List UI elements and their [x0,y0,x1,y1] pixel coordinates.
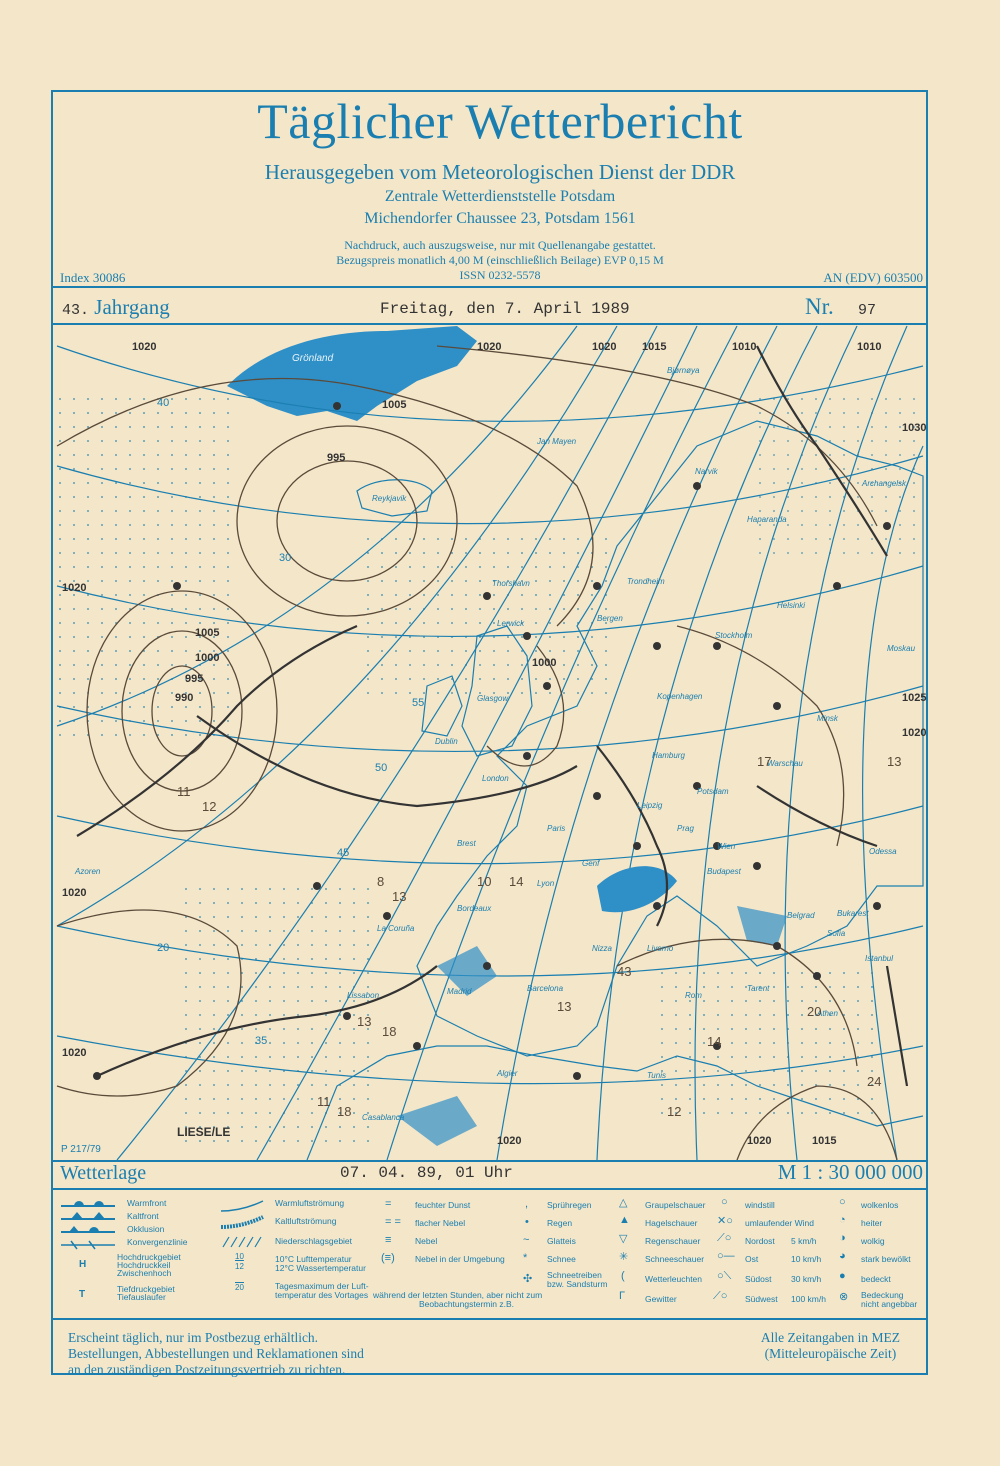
svg-text:20: 20 [807,1004,822,1019]
isobar-label: 1005 [382,399,407,411]
svg-text:35: 35 [255,1035,268,1047]
footer-line: Bestellungen, Abbestellungen und Reklamationen sind [68,1346,364,1361]
svg-text:12: 12 [667,1104,682,1119]
legend-item: flacher Nebel [415,1218,466,1228]
svg-text:Jan Mayen: Jan Mayen [537,437,577,446]
svg-text:13: 13 [887,754,902,769]
isobar-label: 1010 [732,341,757,353]
svg-text:43: 43 [617,964,632,979]
drifting-snow-icon: ✣ [523,1273,533,1285]
haze-icon: = [385,1198,392,1210]
svg-text:Madrid: Madrid [447,987,472,996]
svg-text:Genf: Genf [582,859,600,868]
svg-text:Wien: Wien [717,842,736,851]
isobar-label: 1025 [902,692,927,704]
svg-text:Narvik: Narvik [695,467,718,476]
an-edv-number: AN (EDV) 603500 [823,270,923,285]
divider [51,323,928,325]
svg-text:Kopenhagen: Kopenhagen [657,692,703,701]
legend-item: Bedeckung [861,1290,904,1300]
svg-text:Paris: Paris [547,824,566,833]
legend-item: Warmfront [127,1198,167,1208]
svg-text:H: H [79,1259,87,1270]
legend-item: Nordost [745,1236,775,1246]
wetterlage-label: Wetterlage [60,1162,147,1184]
legend-item: Hochdruckgebiet [117,1252,181,1262]
legend-item: temperatur des Vortages [275,1290,369,1300]
isobar-label: 1020 [62,887,87,899]
weather-map [57,326,927,1160]
legend-item: Sprühregen [547,1200,592,1210]
wind-southwest-icon: ⟋○ [713,1290,728,1302]
rain-shower-icon: ▽ [619,1233,628,1245]
svg-text:Azoren: Azoren [75,867,101,876]
jahrgang-number: 43. [62,302,90,319]
divider [51,1318,928,1320]
map-code: P 217/79 [61,1144,101,1155]
greenland-label: Grönland [292,353,334,364]
address: Michendorfer Chaussee 23, Potsdam 1561 [364,210,636,227]
svg-text:11: 11 [177,784,191,799]
svg-text:Thorshavn: Thorshavn [492,579,530,588]
wetterlage-datetime: 07. 04. 89, 01 Uhr [340,1164,513,1182]
legend-item: Kaltluftströmung [275,1216,337,1226]
lightning-icon: ( [621,1270,625,1282]
svg-text:14: 14 [509,874,524,889]
drizzle-icon: , [525,1198,529,1210]
svg-text:Helsinki: Helsinki [777,601,806,610]
legend-item: Hagelschauer [645,1218,698,1228]
snow-icon: * [523,1252,528,1264]
svg-text:Minsk: Minsk [817,714,838,723]
svg-text:Casablanca: Casablanca [362,1113,405,1122]
svg-text:Bordeaux: Bordeaux [457,904,492,913]
isobar-label: 1005 [195,627,220,639]
shallow-fog-icon: = = [385,1216,401,1228]
legend-item: wolkenlos [861,1200,899,1210]
cloudy-icon: ◑ [839,1232,846,1244]
office: Zentrale Wetterdienststelle Potsdam [384,188,616,205]
legend-item: bedeckt [861,1274,891,1284]
legend-note: Beobachtungstermin z.B. [419,1299,514,1309]
legend-item: nicht angebbar [861,1299,918,1309]
svg-text:Moskau: Moskau [887,644,916,653]
fair-icon: ◔ [839,1214,846,1226]
legend-speed: 100 km/h [791,1294,826,1304]
svg-text:Brest: Brest [457,839,476,848]
svg-text:Prag: Prag [677,824,694,833]
svg-text:Bjørnøya: Bjørnøya [667,366,700,375]
svg-text:Lerwick: Lerwick [497,619,525,628]
isobar-label: 1020 [62,1047,87,1059]
svg-text:Trondheim: Trondheim [627,577,665,586]
footer-line: Erscheint täglich, nur im Postbezug erhältlich. [68,1330,319,1345]
svg-text:Hamburg: Hamburg [652,751,685,760]
svg-text:12: 12 [202,799,217,814]
svg-text:Budapest: Budapest [707,867,741,876]
legend-item: stark bewölkt [861,1254,911,1264]
issue-date: Freitag, den 7. April 1989 [380,300,630,318]
svg-text:La Coruña: La Coruña [377,924,415,933]
variable-wind-icon: ✕○ [717,1215,733,1227]
legend-item: Wetterleuchten [645,1274,703,1284]
rain-icon: • [525,1216,529,1228]
price-note: Bezugspreis monatlich 4,00 M (einschließlich Beilage) EVP 0,15 M [336,253,664,267]
legend-item: heiter [861,1218,883,1228]
svg-text:Stockholm: Stockholm [715,631,753,640]
legend-item: Hochdruckkeil [117,1260,171,1270]
sky-obscured-icon: ⊗ [839,1291,849,1303]
isobar-label: 1020 [497,1135,522,1147]
svg-text:11: 11 [317,1094,331,1109]
publisher: Herausgegeben vom Meteorologischen Dienst der DDR [264,160,736,184]
legend-note: während der letzten Stunden, aber nicht zum [373,1290,543,1300]
fog-nearby-icon: (≡) [381,1252,395,1264]
calm-icon: ○ [721,1196,728,1208]
svg-text:Lyon: Lyon [537,879,555,888]
svg-text:Dublin: Dublin [435,737,458,746]
svg-text:Bukarest: Bukarest [837,909,869,918]
legend-speed: 10 km/h [791,1254,822,1264]
legend-item: Tiefdruckgebiet [117,1284,175,1294]
legend-item: feuchter Dunst [415,1200,471,1210]
wind-east-icon: ○— [717,1250,735,1262]
svg-text:13: 13 [357,1014,372,1029]
isobar-label: 1015 [642,341,667,353]
legend-item: Schneetreiben [547,1270,602,1280]
legend-fraction-bottom: 12 [235,1262,244,1271]
svg-text:8: 8 [377,874,385,889]
legend-max-value: 20 [235,1283,244,1292]
legend-item: windstill [745,1200,775,1210]
precip-area [357,526,607,706]
isobar-label: 1020 [62,582,87,594]
issn: ISSN 0232-5578 [459,268,541,282]
svg-text:50: 50 [375,762,388,774]
snow-shower-icon: ✳ [619,1251,629,1263]
legend-item: wolkig [861,1236,885,1246]
legend-speed: 5 km/h [791,1236,817,1246]
svg-text:Bergen: Bergen [597,614,623,623]
svg-text:Potsdam: Potsdam [697,787,729,796]
signature: LIESE/LE [177,1125,231,1139]
svg-text:10: 10 [477,874,492,889]
overcast-icon: ● [839,1270,846,1282]
legend-item: 12°C Wassertemperatur [275,1263,366,1273]
svg-text:55: 55 [412,697,425,709]
glaze-icon: ~ [523,1234,530,1246]
weather-map-svg [57,326,927,1160]
wind-northeast-icon: ⟋○ [717,1232,732,1244]
jahrgang-label: Jahrgang [94,295,170,319]
isobar-label: 1020 [902,727,927,739]
isobar-label: 1000 [532,657,557,669]
svg-text:24: 24 [867,1074,882,1089]
thunderstorm-icon: Γ [619,1290,626,1302]
isobar-label: 1010 [857,341,882,353]
legend-item: Graupelschauer [645,1200,706,1210]
isobar-label: 1020 [132,341,157,353]
legend-item: Tagesmaximum der Luft- [275,1281,369,1291]
svg-text:Tunis: Tunis [647,1071,666,1080]
precip-area [57,386,237,746]
page-title: Täglicher Wetterbericht [257,93,743,149]
legend-item: Gewitter [645,1294,677,1304]
jahrgang [62,295,170,320]
svg-text:Tarent: Tarent [747,984,770,993]
isobar-label: 1020 [477,341,502,353]
svg-text:Archangelsk: Archangelsk [862,479,907,488]
reprint-note: Nachdruck, auch auszugsweise, nur mit Quellenangabe gestattet. [344,238,656,252]
legend-item: umlaufender Wind [745,1218,814,1228]
divider [51,286,928,288]
legend [57,1196,923,1314]
isobar-label: 1030 [902,422,927,434]
legend-item: Nebel in der Umgebung [415,1254,505,1264]
svg-text:18: 18 [382,1024,397,1039]
legend-item: Schneeschauer [645,1254,705,1264]
clear-sky-icon: ○ [839,1196,846,1208]
isobar-label: 1020 [592,341,617,353]
svg-text:30: 30 [279,552,292,564]
svg-text:T: T [79,1289,86,1300]
legend-item: Kaltfront [127,1211,159,1221]
svg-text:Reykjavik: Reykjavik [372,494,407,503]
isobar-label: 1000 [195,652,220,664]
svg-text:Rom: Rom [685,991,702,1000]
svg-text:Istanbul: Istanbul [865,954,894,963]
legend-fraction-top: 10 [235,1252,244,1261]
isobar-label: 1015 [812,1135,837,1147]
svg-text:45: 45 [337,847,350,859]
nr-label: Nr. [805,294,834,319]
svg-text:London: London [482,774,509,783]
legend-speed: 30 km/h [791,1274,822,1284]
index-number: Index 30086 [60,270,126,285]
svg-text:Athen: Athen [817,1009,838,1018]
divider [51,1188,928,1190]
front-symbols [59,1199,117,1299]
isobar-label: 990 [175,692,194,704]
legend-item: Regen [547,1218,573,1228]
legend-item: Glatteis [547,1236,576,1246]
isobar-label: 1020 [747,1135,772,1147]
svg-text:Nizza: Nizza [592,944,613,953]
legend-item: 10°C Lufttemperatur [275,1254,352,1264]
subscription-info [68,1330,364,1378]
svg-text:Glasgow: Glasgow [477,694,509,703]
nr-value: 97 [858,302,877,319]
graupel-shower-icon: △ [619,1197,628,1209]
legend-item: Konvergenzlinie [127,1237,188,1247]
svg-text:17: 17 [757,754,772,769]
legend-item: Nebel [415,1236,438,1246]
svg-text:13: 13 [392,889,407,904]
legend-item: Niederschlagsgebiet [275,1236,353,1246]
time-note [761,1330,900,1362]
legend-item: bzw. Sandsturm [547,1279,608,1289]
fog-icon: ≡ [385,1234,392,1246]
svg-text:14: 14 [707,1034,722,1049]
svg-text:Lissabon: Lissabon [347,991,380,1000]
isobar-label: 995 [327,452,346,464]
legend-item: Schnee [547,1254,576,1264]
svg-text:Belgrad: Belgrad [787,911,815,920]
svg-text:20: 20 [157,942,170,954]
svg-text:Leipzig: Leipzig [637,801,663,810]
svg-text:Algier: Algier [497,1069,518,1078]
legend-item: Zwischenhoch [117,1268,172,1278]
svg-text:Odessa: Odessa [869,847,897,856]
svg-text:Haparanda: Haparanda [747,515,787,524]
legend-item: Okklusion [127,1224,165,1234]
svg-text:13: 13 [557,999,572,1014]
isobar-label: 995 [185,673,204,685]
legend-item: Südwest [745,1294,778,1304]
hail-shower-icon: ▲ [619,1214,630,1226]
svg-text:18: 18 [337,1104,352,1119]
wind-southeast-icon: ○⟍ [717,1270,732,1282]
mostly-cloudy-icon: ◕ [839,1250,846,1262]
svg-text:Livorno: Livorno [647,944,674,953]
svg-text:Sofia: Sofia [827,929,846,938]
footer-right-line: Alle Zeitangaben in MEZ [760,1330,900,1345]
legend-item: Warmluftströmung [275,1198,345,1208]
legend-item: Regenschauer [645,1236,701,1246]
svg-text:Warschau: Warschau [767,759,803,768]
svg-text:Barcelona: Barcelona [527,984,564,993]
footer-line: an den zuständigen Postzeitungsvertrieb zu richten. [68,1362,346,1377]
map-scale: M 1 : 30 000 000 [777,1160,923,1184]
legend-item: Ost [745,1254,759,1264]
legend-item: Tiefauslaufer [117,1292,166,1302]
footer-right-line: (Mitteleuropäische Zeit) [764,1346,897,1361]
legend-item: Südost [745,1274,772,1284]
svg-text:40: 40 [157,397,170,409]
